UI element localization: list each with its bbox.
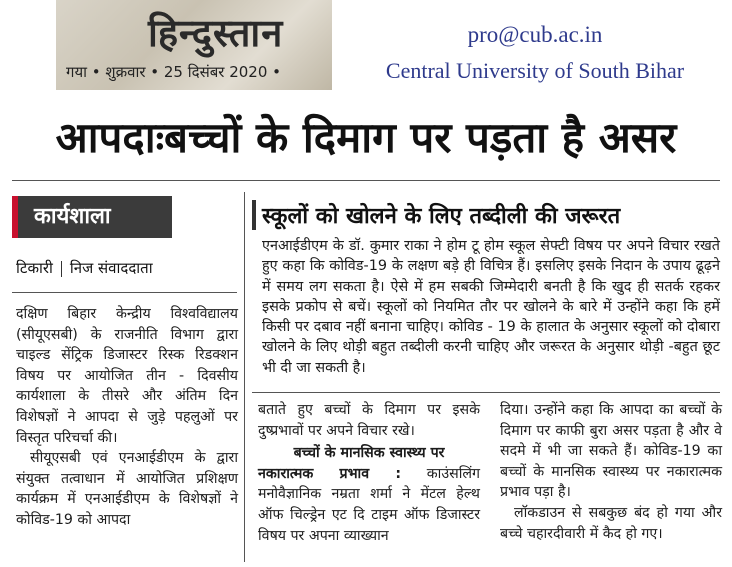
column-divider bbox=[244, 192, 245, 562]
byline-place: टिकारी bbox=[16, 259, 53, 277]
paragraph: दिया। उन्होंने कहा कि आपदा का बच्चों के दिमाग पर काफी बुरा असर पड़ता है और वे सदमे में भी जा सकते हैं। कोविड-19 का बच्चों के मानसिक स्वास्थ्य पर नकारात्मक प्रभाव पड़ा है। bbox=[500, 402, 722, 501]
article-headline: आपदाःबच्चों के दिमाग पर पड़ता है असर bbox=[55, 113, 677, 162]
byline-author: निज संवाददाता bbox=[69, 259, 153, 277]
paragraph: दक्षिण बिहार केन्द्रीय विश्वविद्यालय (सीयूएसबी) के राजनीति विभाग द्वारा चाइल्ड सेंट्रिक डिजास्टर रिस्क रिडक्शन विषय पर आयोजित तीन - दिवसीय कार्यशाला के तीसरे और अंतिम दिन विशेषज्ञों ने आपदा से जुड़े पहलुओं पर विस्तृत परिचर्चा की। bbox=[16, 306, 238, 446]
inline-lead: नकारात्मक प्रभाव : bbox=[258, 465, 401, 482]
university-name: Central University of South Bihar bbox=[385, 58, 685, 83]
middle-column bbox=[258, 400, 480, 546]
paragraph: काउंसलिंग मनोवैज्ञानिक नम्रता शर्मा ने मेंटल हेल्थ ऑफ चिल्ड्रेन एट दि टाइम ऑफ डिजास्टर विषय पर अपना व्याख्यान bbox=[258, 465, 480, 544]
paragraph: सीयूएसबी एवं एनआईडीएम के द्वारा संयुक्त तत्वाधान में आयोजित प्रशिक्षण कार्यक्रम में एनआईडीएम के विशेषज्ञों ने कोविड-19 को आपदा bbox=[16, 450, 238, 528]
inline-heading: बच्चों के मानसिक स्वास्थ्य पर bbox=[293, 445, 445, 462]
top-block: एनआईडीएम के डॉ. कुमार राका ने होम टू होम स्कूल सेफ्टी विषय पर अपने विचार रखते हुए कहा कि कोविड-19 के लक्षण बड़े ही विचित्र हैं। इसलिए इसके निदान के उपाय ढूढ़ने में समय लग सकता है। ऐसे में हम सबकी जिम्मेदारी बनती है कि खुद ही सतर्क रहकर इसके प्रकोप से बचें। स्कूलों को नियमित तौर पर खोलने के बारे में उन्होंने कहा कि हमें किसी पर दबाव नहीं बनाना चाहिए। कोविड - 19 के हालात के अनुसार स्कूलों को दोबारा खोलने के लिए थोड़ी बहुत तब्दीली करनी चाहिए और जरूरत के अनुसार थोड़ी -बहुत छूट भी दी जा सकती है। bbox=[262, 238, 720, 376]
subhead-bar bbox=[252, 200, 256, 230]
contact-block bbox=[350, 20, 720, 86]
newspaper-logo: हिन्दुस्तान bbox=[148, 10, 284, 55]
divider bbox=[252, 392, 720, 393]
subheadline: स्कूलों को खोलने के लिए तब्दीली की जरूरत bbox=[262, 204, 621, 229]
contact-email: pro@cub.ac.in bbox=[467, 22, 603, 47]
section-kicker: कार्यशाला bbox=[12, 196, 172, 238]
divider bbox=[12, 292, 237, 293]
byline bbox=[16, 258, 153, 278]
byline-separator bbox=[61, 261, 62, 277]
dateline: गया • शुक्रवार • 25 दिसंबर 2020 • bbox=[66, 63, 281, 81]
paragraph: लॉकडाउन से सबकुछ बंद हो गया और बच्चे चहारदीवारी में कैद हो गए। bbox=[500, 504, 722, 542]
left-column bbox=[16, 304, 238, 531]
right-column bbox=[500, 400, 722, 544]
newspaper-masthead bbox=[56, 0, 332, 90]
paragraph: बताते हुए बच्चों के दिमाग पर इसके दुष्प्रभावों पर अपने विचार रखे। bbox=[258, 402, 480, 439]
divider bbox=[12, 180, 720, 181]
